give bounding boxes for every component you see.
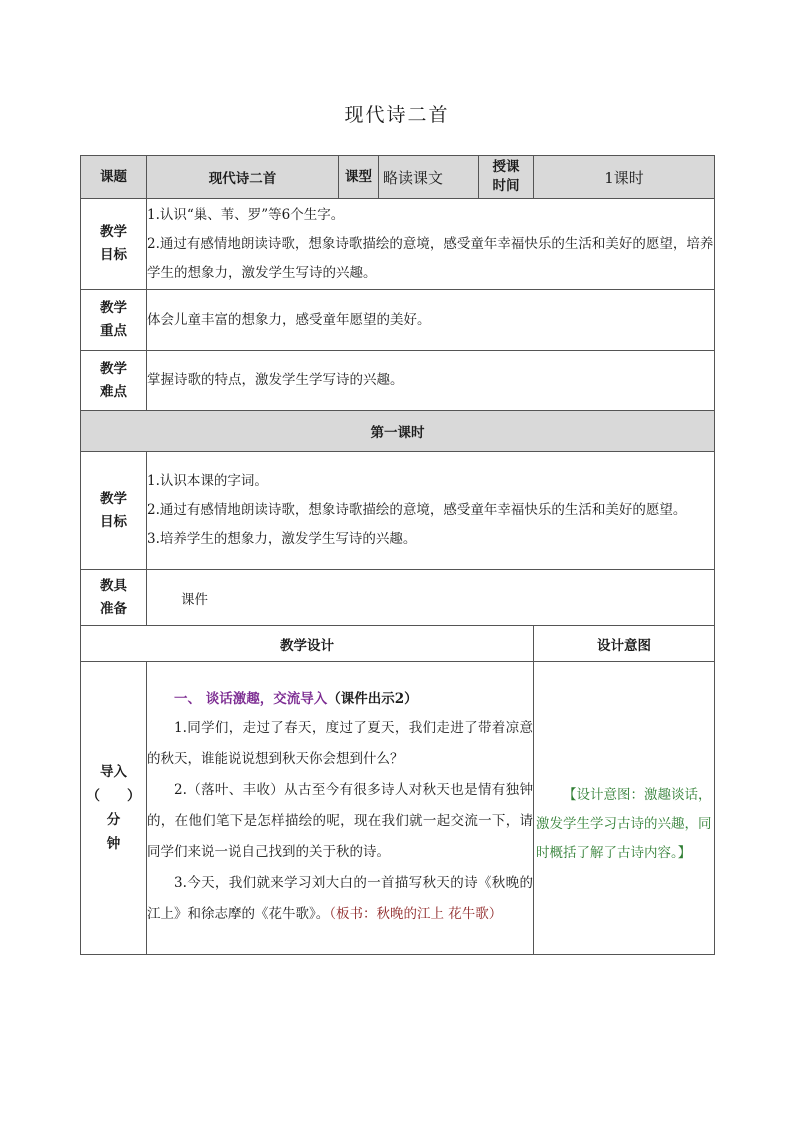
goal-item: 2.通过有感情地朗读诗歌，想象诗歌描绘的意境，感受童年幸福快乐的生活和美好的愿望，培养学生的想象力，激发学生写诗的兴趣。 bbox=[147, 235, 714, 281]
design-content bbox=[147, 662, 534, 955]
lesson-goals-label bbox=[81, 452, 147, 570]
goals-label bbox=[81, 199, 147, 290]
design-column-header: 教学设计 bbox=[81, 626, 534, 662]
design-paragraph-main: 3.今天，我们就来学习刘大白的一首描写秋天的诗《秋晚的江上》和徐志摩的《花牛歌》。 bbox=[147, 875, 533, 922]
goals-label-line-1: 教学 bbox=[100, 224, 127, 240]
tools-row bbox=[81, 570, 715, 626]
lesson-goal-item: 2.通过有感情地朗读诗歌，想象诗歌描绘的意境，感受童年幸福快乐的生活和美好的愿望。 bbox=[147, 502, 687, 518]
lesson-goals-label-line-2: 目标 bbox=[100, 513, 127, 530]
key-points-label bbox=[81, 290, 147, 351]
import-section-row bbox=[81, 662, 715, 955]
first-lesson-title: 第一课时 bbox=[81, 411, 715, 452]
lesson-goals-content bbox=[147, 452, 715, 570]
goals-label-line-2: 目标 bbox=[100, 247, 127, 263]
topic-value: 现代诗二首 bbox=[147, 156, 339, 199]
goals-row bbox=[81, 199, 715, 290]
goal-item: 1.认识“巢、苇、罗”等6个生字。 bbox=[147, 206, 345, 223]
difficulties-row bbox=[81, 351, 715, 411]
lesson-plan-table bbox=[80, 155, 715, 955]
import-label-line-2: （ ）分 bbox=[86, 788, 141, 828]
page-title: 现代诗二首 bbox=[344, 104, 450, 126]
import-section-label bbox=[81, 662, 147, 955]
tools-label-line-2: 准备 bbox=[100, 600, 127, 617]
section-heading-text: 一、 谈话激趣，交流导入 bbox=[174, 691, 328, 707]
tools-label bbox=[81, 570, 147, 626]
lesson-goal-item: 3.培养学生的想象力，激发学生写诗的兴趣。 bbox=[147, 531, 417, 547]
hours-label bbox=[479, 156, 534, 199]
hours-label-line-1: 授课 bbox=[492, 159, 520, 175]
key-points-label-line-1: 教学 bbox=[100, 300, 127, 316]
intent-column-header: 设计意图 bbox=[534, 626, 715, 662]
difficulties-label-line-2: 难点 bbox=[100, 383, 127, 400]
tools-label-line-1: 教具 bbox=[100, 577, 127, 594]
difficulties-content: 掌握诗歌的特点，激发学生学写诗的兴趣。 bbox=[147, 351, 715, 411]
difficulties-label bbox=[81, 351, 147, 411]
import-label-line-3: 钟 bbox=[106, 836, 121, 852]
lesson-goals-label-line-1: 教学 bbox=[100, 490, 127, 507]
design-intent-text: 【设计意图：激趣谈话，激发学生学习古诗的兴趣，同时概括了解了古诗内容。】 bbox=[536, 787, 712, 861]
goals-content bbox=[147, 199, 715, 290]
type-value: 略读课文 bbox=[379, 156, 479, 199]
key-points-row bbox=[81, 290, 715, 351]
key-points-content: 体会儿童丰富的想象力，感受童年愿望的美好。 bbox=[147, 290, 715, 351]
hours-label-line-2: 时间 bbox=[492, 178, 520, 194]
type-label: 课型 bbox=[339, 156, 379, 199]
board-note: （板书：秋晚的江上 花牛歌） bbox=[329, 906, 503, 922]
header-row bbox=[81, 156, 715, 199]
lesson-goal-item: 1.认识本课的字词。 bbox=[147, 473, 268, 489]
design-header-row bbox=[81, 626, 715, 662]
design-paragraph: 1.同学们，走过了春天，度过了夏天，我们走进了带着凉意的秋天，谁能说说想到秋天你会想到什么？ bbox=[147, 720, 533, 767]
difficulties-label-line-1: 教学 bbox=[100, 360, 127, 377]
design-paragraph: 2.（落叶、丰收）从古至今有很多诗人对秋天也是情有独钟的，在他们笔下是怎样描绘的呢，现在我们就一起交流一下，请同学们来说一说自己找到的关于秋的诗。 bbox=[147, 782, 533, 860]
section-heading-note: （课件出示2） bbox=[327, 691, 418, 707]
design-intent-cell bbox=[534, 662, 715, 955]
import-label-line-1: 导入 bbox=[100, 764, 127, 780]
first-lesson-row bbox=[81, 411, 715, 452]
lesson-goals-row bbox=[81, 452, 715, 570]
design-paragraph bbox=[147, 868, 533, 930]
key-points-label-line-2: 重点 bbox=[100, 323, 127, 339]
tools-value: 课件 bbox=[147, 570, 715, 626]
section-heading bbox=[147, 686, 533, 713]
topic-label: 课题 bbox=[81, 156, 147, 199]
hours-value: 1课时 bbox=[534, 156, 715, 199]
